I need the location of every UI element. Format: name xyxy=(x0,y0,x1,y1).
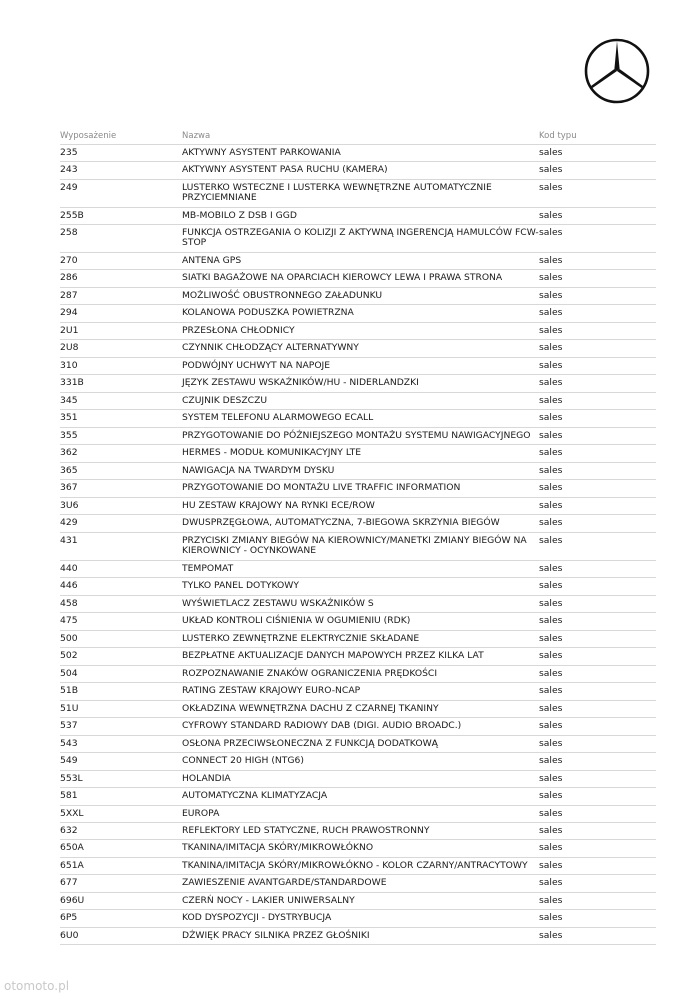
cell-type: sales xyxy=(539,773,563,784)
cell-type: sales xyxy=(539,255,563,266)
cell-code: 270 xyxy=(60,255,78,266)
cell-code: 355 xyxy=(60,430,78,441)
cell-name: CZYNNIK CHŁODZĄCY ALTERNATYWNY xyxy=(182,342,359,353)
table-row xyxy=(60,666,656,683)
cell-code: 632 xyxy=(60,825,78,836)
cell-code: 6U0 xyxy=(60,930,79,941)
cell-code: 677 xyxy=(60,877,78,888)
cell-type: sales xyxy=(539,598,563,609)
cell-code: 696U xyxy=(60,895,85,906)
cell-type: sales xyxy=(539,342,563,353)
table-row xyxy=(60,858,656,875)
table-row xyxy=(60,928,656,945)
cell-name: ROZPOZNAWANIE ZNAKÓW OGRANICZENIA PRĘDKOŚCI xyxy=(182,668,438,679)
table-row xyxy=(60,893,656,910)
cell-type: sales xyxy=(539,164,563,175)
cell-name: SYSTEM TELEFONU ALARMOWEGO ECALL xyxy=(182,412,374,423)
cell-code: 243 xyxy=(60,164,78,175)
cell-name: WYŚWIETLACZ ZESTAWU WSKAŹNIKÓW S xyxy=(182,598,374,609)
cell-name: RATING ZESTAW KRAJOWY EURO-NCAP xyxy=(182,685,361,696)
table-row xyxy=(60,701,656,718)
table-row xyxy=(60,162,656,180)
cell-code: 504 xyxy=(60,668,78,679)
cell-code: 549 xyxy=(60,755,78,766)
cell-type: sales xyxy=(539,860,563,871)
cell-type: sales xyxy=(539,377,563,388)
table-row xyxy=(60,578,656,596)
cell-type: sales xyxy=(539,633,563,644)
table-row xyxy=(60,806,656,823)
header-name: Nazwa xyxy=(182,131,211,141)
cell-code: 235 xyxy=(60,147,78,158)
table-row xyxy=(60,683,656,701)
cell-type: sales xyxy=(539,360,563,371)
table-row xyxy=(60,428,656,445)
cell-type: sales xyxy=(539,412,563,423)
cell-name: HERMES - MODUŁ KOMUNIKACYJNY LTE xyxy=(182,447,362,458)
table-row xyxy=(60,596,656,613)
cell-code: 475 xyxy=(60,615,78,626)
cell-code: 502 xyxy=(60,650,78,661)
table-row xyxy=(60,840,656,858)
cell-type: sales xyxy=(539,563,563,574)
cell-name: PRZESŁONA CHŁODNICY xyxy=(182,325,295,336)
cell-type: sales xyxy=(539,895,563,906)
table-row xyxy=(60,753,656,771)
cell-code: 440 xyxy=(60,563,78,574)
cell-code: 258 xyxy=(60,227,78,238)
cell-type: sales xyxy=(539,465,563,476)
cell-name: AKTYWNY ASYSTENT PARKOWANIA xyxy=(182,147,341,158)
cell-type: sales xyxy=(539,703,563,714)
cell-code: 362 xyxy=(60,447,78,458)
cell-name: CZERŃ NOCY - LAKIER UNIWERSALNY xyxy=(182,895,355,906)
cell-name: EUROPA xyxy=(182,808,220,819)
cell-code: 286 xyxy=(60,272,78,283)
cell-name: FUNKCJA OSTRZEGANIA O KOLIZJI Z AKTYWNĄ INGERENCJĄ HAMULCÓW FCW-STOP xyxy=(182,227,539,248)
cell-name: MOŻLIWOŚĆ OBUSTRONNEGO ZAŁADUNKU xyxy=(182,290,383,301)
table-row xyxy=(60,480,656,498)
cell-code: 446 xyxy=(60,580,78,591)
cell-code: 51U xyxy=(60,703,79,714)
table-row xyxy=(60,631,656,648)
table-row xyxy=(60,445,656,463)
cell-type: sales xyxy=(539,325,563,336)
cell-code: 255B xyxy=(60,210,84,221)
cell-type: sales xyxy=(539,147,563,158)
cell-type: sales xyxy=(539,210,563,221)
table-row xyxy=(60,145,656,162)
table-row xyxy=(60,498,656,515)
cell-type: sales xyxy=(539,290,563,301)
table-row xyxy=(60,270,656,288)
cell-code: 431 xyxy=(60,535,78,546)
cell-name: KOD DYSPOZYCJI - DYSTRYBUCJA xyxy=(182,912,332,923)
table-body xyxy=(60,145,656,945)
header-type: Kod typu xyxy=(539,131,577,141)
table-row xyxy=(60,875,656,893)
cell-name: REFLEKTORY LED STATYCZNE, RUCH PRAWOSTRONNY xyxy=(182,825,430,836)
cell-code: 651A xyxy=(60,860,84,871)
header-code: Wyposażenie xyxy=(60,131,117,141)
cell-name: HOLANDIA xyxy=(182,773,231,784)
cell-code: 367 xyxy=(60,482,78,493)
table-row xyxy=(60,288,656,305)
cell-code: 553L xyxy=(60,773,83,784)
table-row xyxy=(60,533,656,561)
table-row xyxy=(60,613,656,631)
cell-code: 287 xyxy=(60,290,78,301)
cell-type: sales xyxy=(539,668,563,679)
cell-name: AKTYWNY ASYSTENT PASA RUCHU (KAMERA) xyxy=(182,164,388,175)
cell-code: 2U1 xyxy=(60,325,79,336)
table-row xyxy=(60,910,656,928)
cell-code: 331B xyxy=(60,377,84,388)
cell-type: sales xyxy=(539,500,563,511)
cell-code: 345 xyxy=(60,395,78,406)
table-row xyxy=(60,561,656,578)
cell-type: sales xyxy=(539,535,563,546)
table-row xyxy=(60,358,656,375)
cell-code: 537 xyxy=(60,720,78,731)
equipment-table xyxy=(60,128,656,945)
table-row xyxy=(60,375,656,393)
cell-name: PRZYGOTOWANIE DO PÓŹNIEJSZEGO MONTAŻU SYSTEMU NAWIGACYJNEGO xyxy=(182,430,531,441)
cell-type: sales xyxy=(539,307,563,318)
cell-type: sales xyxy=(539,580,563,591)
cell-name: CYFROWY STANDARD RADIOWY DAB (DIGI. AUDIO BROADC.) xyxy=(182,720,462,731)
cell-name: SIATKI BAGAŻOWE NA OPARCIACH KIEROWCY LEWA I PRAWA STRONA xyxy=(182,272,503,283)
cell-type: sales xyxy=(539,912,563,923)
cell-code: 51B xyxy=(60,685,78,696)
watermark: otomoto.pl xyxy=(4,979,70,993)
cell-name: KOLANOWA PODUSZKA POWIETRZNA xyxy=(182,307,354,318)
table-row xyxy=(60,771,656,788)
table-row xyxy=(60,323,656,340)
table-row xyxy=(60,463,656,480)
cell-name: PRZYGOTOWANIE DO MONTAŻU LIVE TRAFFIC INFORMATION xyxy=(182,482,461,493)
cell-type: sales xyxy=(539,738,563,749)
table-row xyxy=(60,823,656,840)
cell-name: TKANINA/IMITACJA SKÓRY/MIKROWŁÓKNO xyxy=(182,842,374,853)
cell-type: sales xyxy=(539,877,563,888)
mercedes-star-logo-icon xyxy=(584,38,650,104)
cell-type: sales xyxy=(539,430,563,441)
cell-name: TYLKO PANEL DOTYKOWY xyxy=(182,580,299,591)
cell-type: sales xyxy=(539,272,563,283)
cell-code: 429 xyxy=(60,517,78,528)
cell-name: OSŁONA PRZECIWSŁONECZNA Z FUNKCJĄ DODATKOWĄ xyxy=(182,738,438,749)
table-row xyxy=(60,180,656,208)
cell-code: 365 xyxy=(60,465,78,476)
cell-code: 543 xyxy=(60,738,78,749)
cell-name: ZAWIESZENIE AVANTGARDE/STANDARDOWE xyxy=(182,877,387,888)
cell-name: DWUSPRZĘGŁOWA, AUTOMATYCZNA, 7-BIEGOWA SKRZYNIA BIEGÓW xyxy=(182,517,500,528)
cell-name: ANTENA GPS xyxy=(182,255,242,266)
cell-type: sales xyxy=(539,790,563,801)
cell-type: sales xyxy=(539,650,563,661)
table-header xyxy=(60,128,656,145)
cell-type: sales xyxy=(539,808,563,819)
table-row xyxy=(60,340,656,358)
cell-name: PRZYCISKI ZMIANY BIEGÓW NA KIEROWNICY/MANETKI ZMIANY BIEGÓW NA KIEROWNICY - OCYNKOWANE xyxy=(182,535,527,556)
cell-name: PODWÓJNY UCHWYT NA NAPOJE xyxy=(182,360,331,371)
cell-name: NAWIGACJA NA TWARDYM DYSKU xyxy=(182,465,335,476)
table-row xyxy=(60,515,656,533)
cell-type: sales xyxy=(539,842,563,853)
cell-code: 500 xyxy=(60,633,78,644)
table-row xyxy=(60,718,656,736)
cell-code: 5XXL xyxy=(60,808,84,819)
cell-type: sales xyxy=(539,930,563,941)
cell-name: LUSTERKO ZEWNĘTRZNE ELEKTRYCZNIE SKŁADANE xyxy=(182,633,420,644)
cell-name: TKANINA/IMITACJA SKÓRY/MIKROWŁÓKNO - KOLOR CZARNY/ANTRACYTOWY xyxy=(182,860,528,871)
cell-name: MB-MOBILO Z DSB I GGD xyxy=(182,210,297,221)
table-row xyxy=(60,225,656,253)
cell-code: 458 xyxy=(60,598,78,609)
cell-type: sales xyxy=(539,685,563,696)
table-row xyxy=(60,208,656,225)
table-row xyxy=(60,410,656,428)
cell-code: 3U6 xyxy=(60,500,79,511)
cell-code: 650A xyxy=(60,842,84,853)
cell-name: HU ZESTAW KRAJOWY NA RYNKI ECE/ROW xyxy=(182,500,375,511)
cell-type: sales xyxy=(539,447,563,458)
cell-type: sales xyxy=(539,395,563,406)
cell-type: sales xyxy=(539,517,563,528)
cell-code: 581 xyxy=(60,790,78,801)
cell-type: sales xyxy=(539,755,563,766)
cell-name: LUSTERKO WSTECZNE I LUSTERKA WEWNĘTRZNE AUTOMATYCZNIE PRZYCIEMNIANE xyxy=(182,182,492,203)
cell-name: BEZPŁATNE AKTUALIZACJE DANYCH MAPOWYCH PRZEZ KILKA LAT xyxy=(182,650,484,661)
cell-type: sales xyxy=(539,720,563,731)
cell-code: 294 xyxy=(60,307,78,318)
table-row xyxy=(60,648,656,666)
table-row xyxy=(60,393,656,410)
cell-code: 249 xyxy=(60,182,78,193)
cell-code: 351 xyxy=(60,412,78,423)
cell-type: sales xyxy=(539,482,563,493)
cell-name: OKŁADZINA WEWNĘTRZNA DACHU Z CZARNEJ TKANINY xyxy=(182,703,439,714)
cell-code: 6P5 xyxy=(60,912,78,923)
cell-name: DŹWIĘK PRACY SILNIKA PRZEZ GŁOŚNIKI xyxy=(182,930,370,941)
cell-code: 2U8 xyxy=(60,342,79,353)
table-row xyxy=(60,305,656,323)
cell-type: sales xyxy=(539,615,563,626)
cell-name: UKŁAD KONTROLI CIŚNIENIA W OGUMIENIU (RDK) xyxy=(182,615,411,626)
table-row xyxy=(60,788,656,806)
cell-name: AUTOMATYCZNA KLIMATYZACJA xyxy=(182,790,328,801)
table-row xyxy=(60,736,656,753)
cell-type: sales xyxy=(539,825,563,836)
cell-name: TEMPOMAT xyxy=(182,563,234,574)
table-row xyxy=(60,253,656,270)
cell-name: CONNECT 20 HIGH (NTG6) xyxy=(182,755,304,766)
cell-name: JĘZYK ZESTAWU WSKAŹNIKÓW/HU - NIDERLANDZKI xyxy=(182,377,419,388)
cell-type: sales xyxy=(539,182,563,193)
cell-type: sales xyxy=(539,227,563,238)
cell-code: 310 xyxy=(60,360,78,371)
cell-name: CZUJNIK DESZCZU xyxy=(182,395,268,406)
